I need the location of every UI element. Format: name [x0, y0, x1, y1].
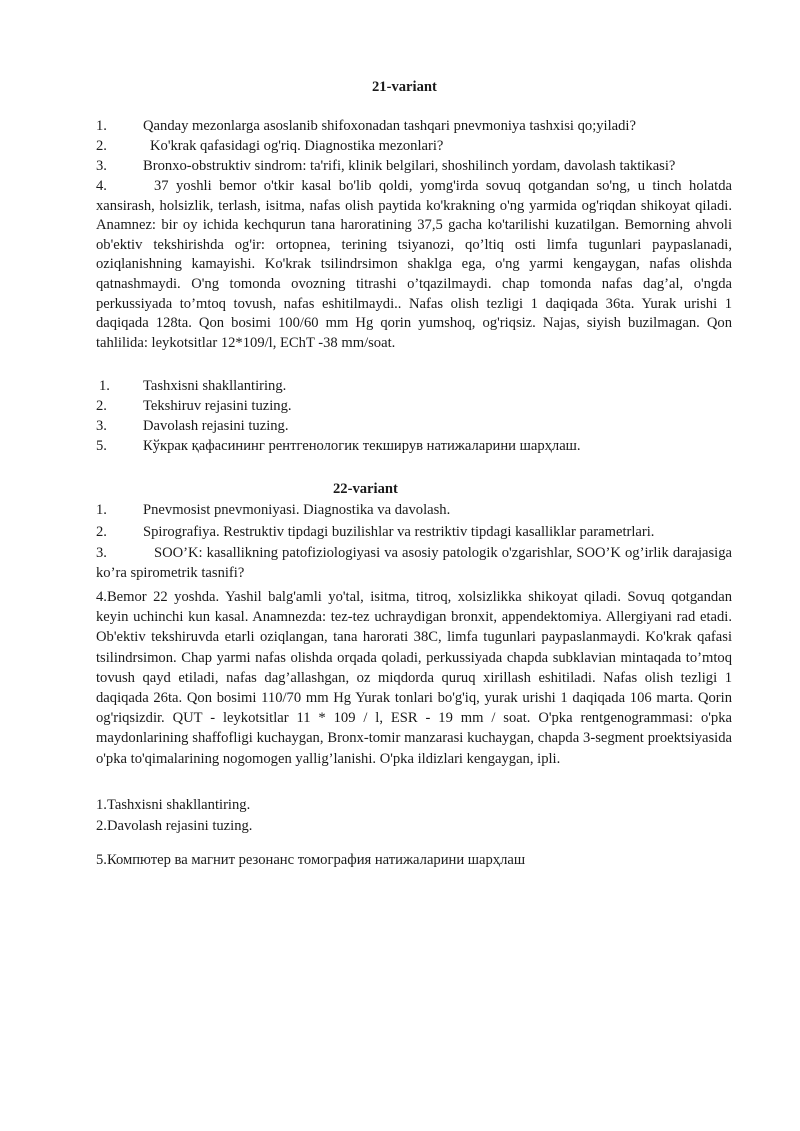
v21-task-3-text: Davolash rejasini tuzing. [143, 418, 289, 434]
v21-task-5-text: Кўкрак қафасининг рентгенологик текширув натижаларини шарҳлаш. [143, 438, 581, 454]
v21-task-5-number: 5. [96, 438, 107, 454]
v21-task-3-number: 3. [96, 418, 107, 434]
v22-q1-text: Pnevmosist pnevmoniyasi. Diagnostika va davolash. [143, 502, 451, 518]
v21-q2-number: 2. [96, 138, 107, 154]
v21-q4-case [96, 177, 732, 353]
v22-q2-number: 2. [96, 524, 107, 540]
v21-task-2-text: Tekshiruv rejasini tuzing. [143, 398, 292, 414]
v21-q4-number: 4. [96, 178, 107, 194]
variant-22-title: 22-variant [333, 481, 398, 497]
v22-task-2: 2.Davolash rejasini tuzing. [96, 818, 253, 834]
v22-q1-number: 1. [96, 502, 107, 518]
v22-q3-text [96, 544, 732, 583]
v21-q3-number: 3. [96, 158, 107, 174]
v21-task-1-number: 1. [99, 378, 110, 394]
v21-task-2-number: 2. [96, 398, 107, 414]
v21-q2-text: Ko'krak qafasidagi og'riq. Diagnostika mezonlari? [150, 138, 444, 154]
variant-21-title: 21-variant [372, 79, 437, 95]
v22-task-5: 5.Компютер ва магнит резонанс томография натижаларини шарҳлаш [96, 852, 526, 868]
v22-q3-body: SOO’K: kasallikning patofiziologiyasi va asosiy patologik o'zgarishlar, SOO’K og’irlik darajasiga ko’ra spirometrik tasnifi? [96, 545, 732, 581]
v22-q3-number: 3. [96, 545, 107, 561]
v22-task-1: 1.Tashxisni shakllantiring. [96, 797, 251, 813]
v21-q3-text: Bronxo-obstruktiv sindrom: ta'rifi, klinik belgilari, shoshilinch yordam, davolash taktikasi? [143, 158, 676, 174]
v21-q4-text: 37 yoshli bemor o'tkir kasal bo'lib qoldi, yomg'irda sovuq qotgandan so'ng, u tinch holatda xansirash, holsizlik, terlash, isitma, nafas olish paytida ko'krakning o'ng yarmida og'riqdan shikoyat qiladi. Anamnez: bir oy ichida kechqurun tana haroratining 37,5 gacha ko'tarilishi kuzatilgan. Bemorning ahvoli ob'ektiv tekshirishda og'ir: ortopnea, terining tsiyanozi, qo’ltiq osti limfa tugunlari paypaslanadi, oziqlanishning kamayishi. Ko'krak tsilindrsimon shaklga ega, o'ng yarmi kengaygan, nafas olishda qatnashmaydi. O'ng tomonda ovozning titrashi o’tqazilmaydi. chap tomonda nafas dag’al, o'ngda perkussiyada to’mtoq tovush, nafas eshitilmaydi.. Nafas olish tezligi 1 daqiqada 36ta. Yurak urishi 1 daqiqada 128ta. Qon bosimi 100/60 mm Hg qorin yumshoq, og'riqsiz. Najas, siyish buzilmagan. Qon tahlilida: leykotsitlar 12*109/l, EChT -38 mm/soat. [96, 178, 732, 351]
v21-q1-number: 1. [96, 118, 107, 134]
v21-task-1-text: Tashxisni shakllantiring. [143, 378, 287, 394]
v21-q1-text: Qanday mezonlarga asoslanib shifoxonadan tashqari pnevmoniya tashxisi qo;yiladi? [143, 118, 636, 134]
v22-q4-case: 4.Bemor 22 yoshda. Yashil balg'amli yo'tal, isitma, titroq, xolsizlikka shikoyat qiladi. Sovuq qotgandan keyin uchinchi kun kasal. Anamnezda: tez-tez uchraydigan bronxit, appendektomiya. Allergiyani rad etadi. Ob'ektiv tekshiruvda etarli oziqlangan, tana harorati 38C, limfa tugunlari paypaslanmaydi. Ko'krak qafasi tsilindrsimon. Chap yarmi nafas olishda orqada qoladi, perkussiyada chapda subklavian mintaqada to’mtoq tovush qayd etiladi, nafas dag’allashgan, oz miqdorda quruq xirillash eshitiladi. Nafas olish tezligi 1 daqiqada 26ta. Qon bosimi 110/70 mm Hg Yurak tonlari bo'g'iq, yurak urishi 1 daqiqada 106 marta. Qorin og'riqsizdir. QUT - leykotsitlar 11 * 109 / l, ESR - 19 mm / soat. O'pka rentgenogrammasi: o'pka maydonlarining shaffofligi kuchaygan, Bronx-tomir manzarasi kuchaygan, chapda 3-segment proektsiyasida o'pka to'qimalarining nogomogen yallig’lanishi. O'pka ildizlari kengaygan, ipli. [96, 589, 732, 767]
v22-q2-text: Spirografiya. Restruktiv tipdagi buzilishlar va restriktiv tipdagi kasalliklar parametrlari. [143, 524, 655, 540]
